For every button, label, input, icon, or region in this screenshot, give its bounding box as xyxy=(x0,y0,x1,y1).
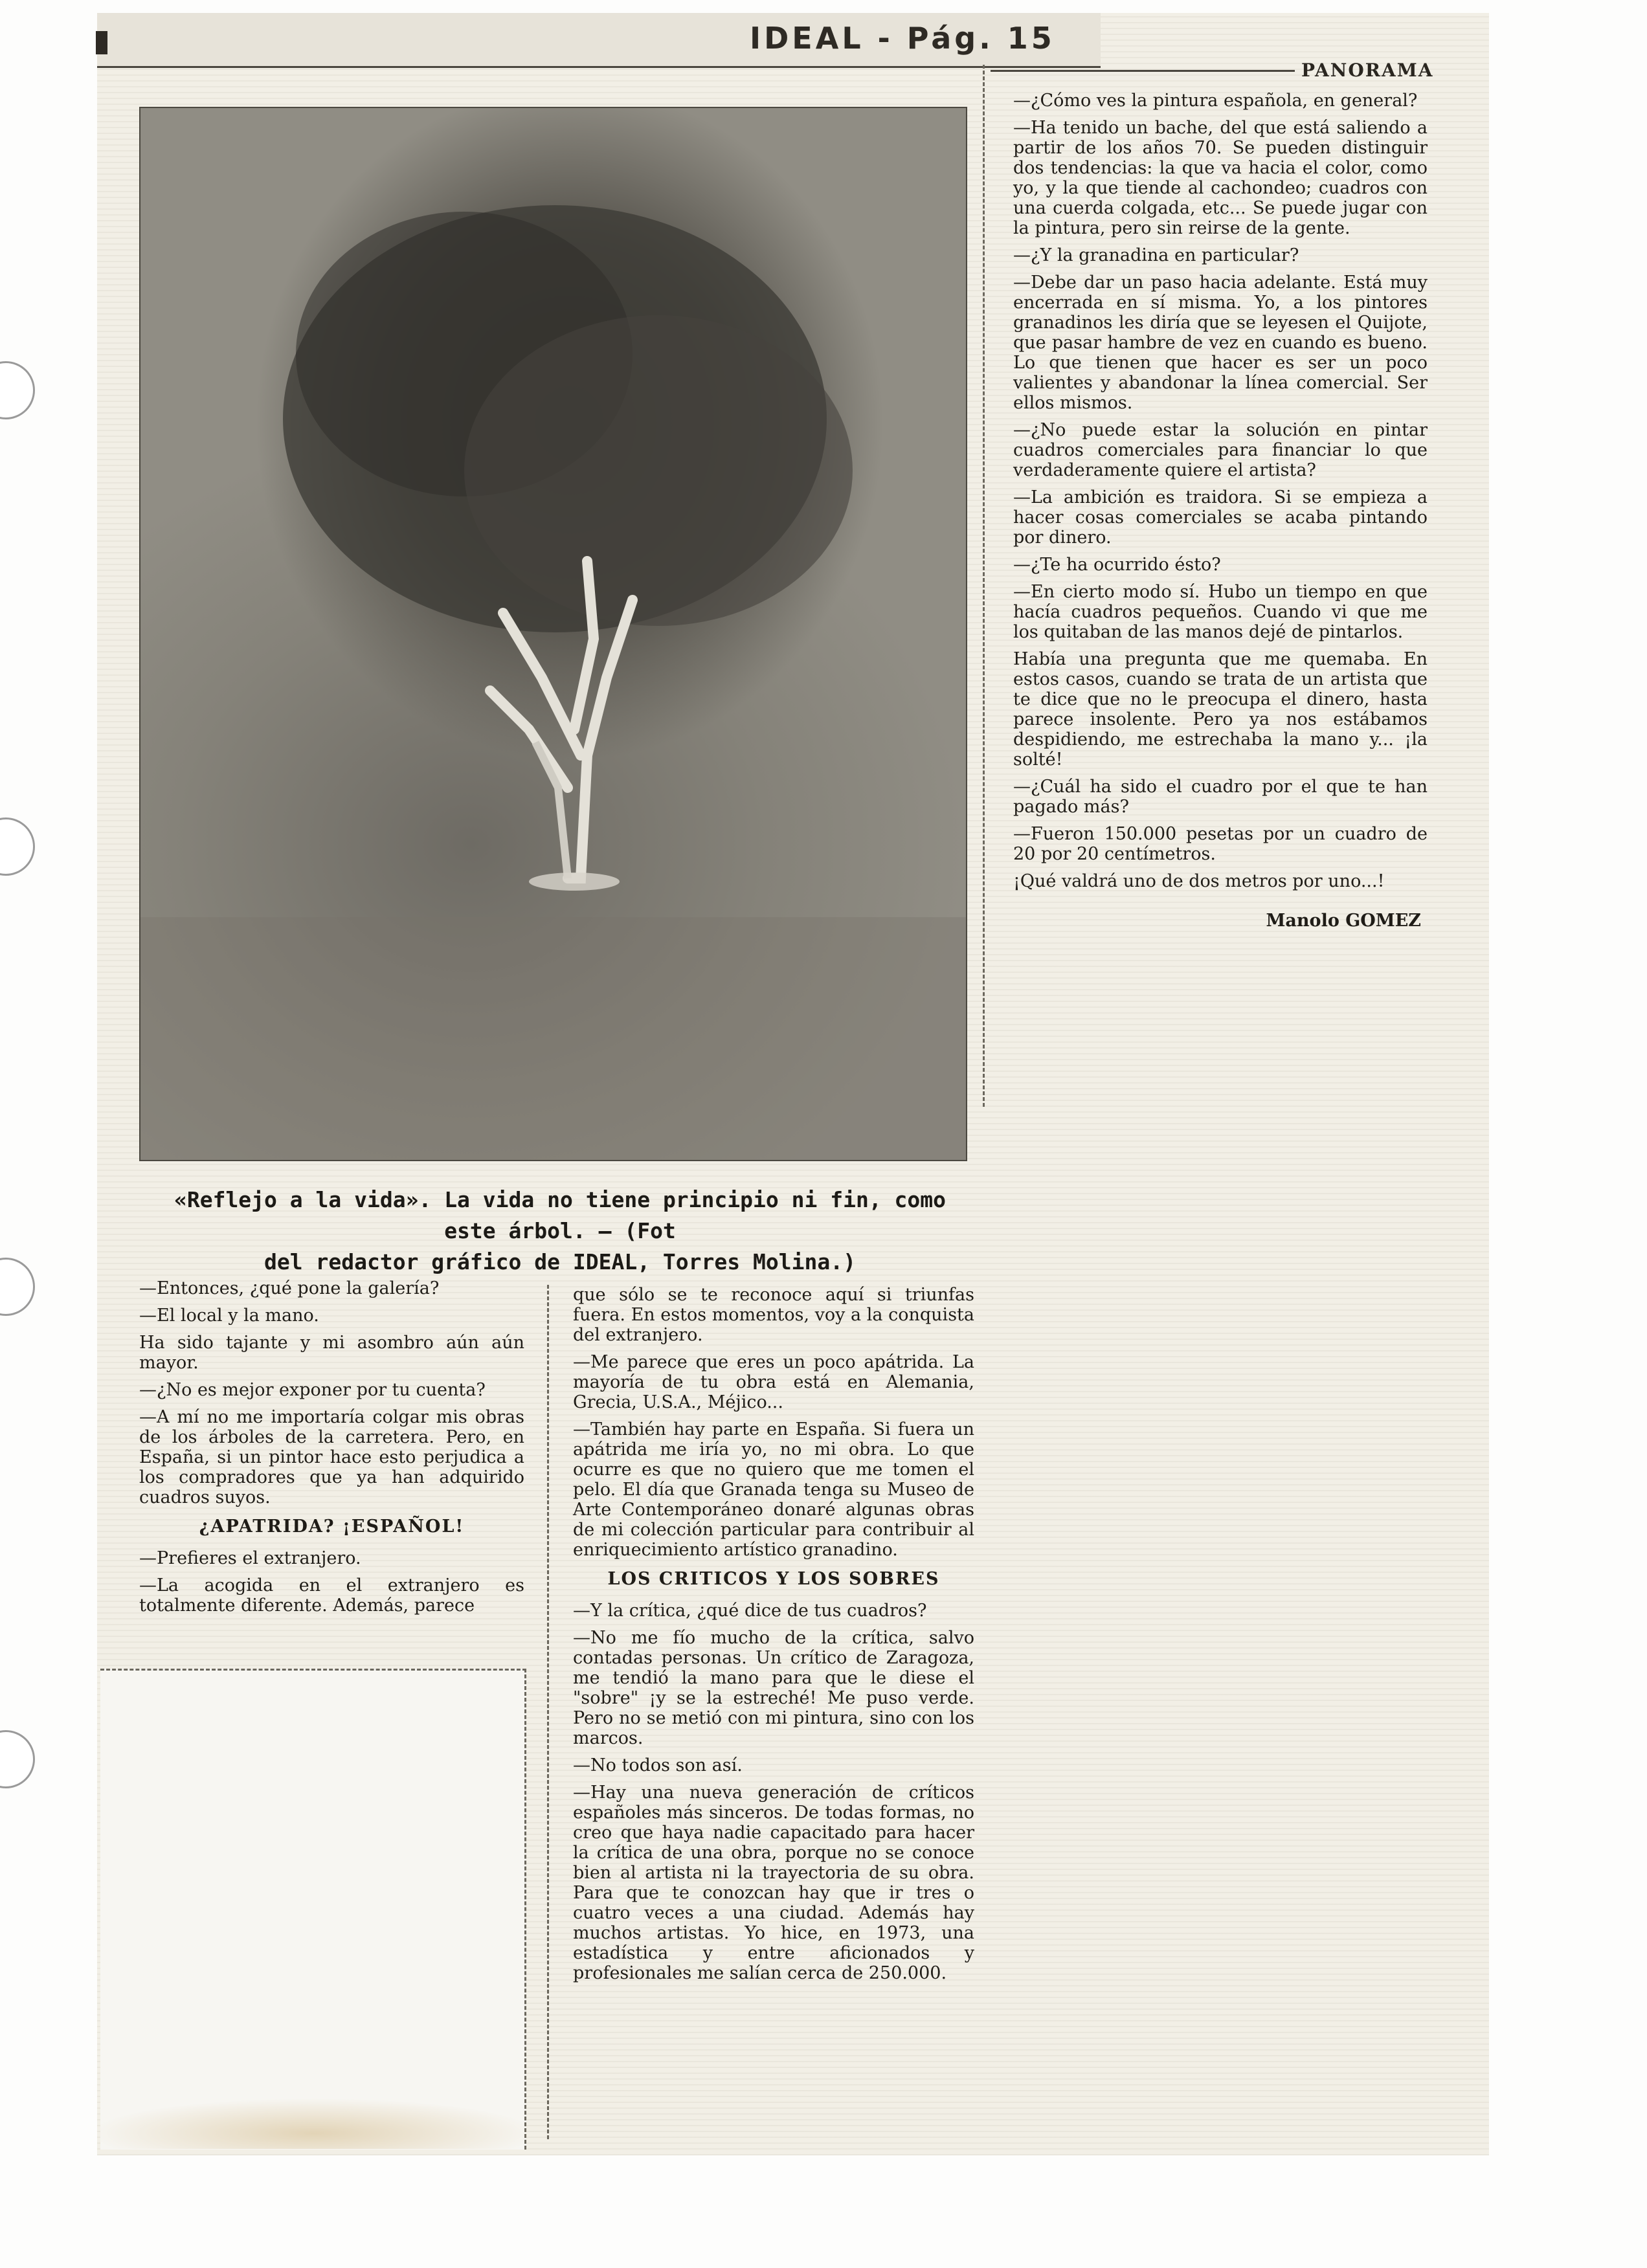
punch-hole xyxy=(0,1730,35,1788)
paragraph: —Me parece que eres un poco apátrida. La mayoría de tu obra está en Alemania, Grecia, U.S.A., Méjico... xyxy=(573,1352,974,1412)
paragraph: —¿Y la granadina en particular? xyxy=(1013,245,1299,265)
paper-stain xyxy=(100,2071,528,2149)
paragraph: —¿Te ha ocurrido ésto? xyxy=(1013,555,1221,575)
paragraph: —¿Cuál ha sido el cuadro por el que te han pagado más? xyxy=(1013,777,1428,817)
paragraph: —El local y la mano. xyxy=(139,1306,319,1326)
section-rule xyxy=(991,70,1295,72)
paragraph: —A mí no me importaría colgar mis obras de los árboles de la carretera. Pero, en España, si un pintor hace esto perjudica a los compradores que ya han adquirido cuadros suyos. xyxy=(139,1407,524,1507)
paragraph: —Y la crítica, ¿qué dice de tus cuadros? xyxy=(573,1601,927,1621)
punch-hole xyxy=(0,817,35,876)
paragraph: —Fueron 150.000 pesetas por un cuadro de 20 por 20 centímetros. xyxy=(1013,824,1428,864)
paragraph: —Hay una nueva generación de críticos españoles más sinceros. De todas formas, no creo que haya nadie capacitado para hacer la crítica de una obra, porque no se conoce bien al artista ni la trayectoria de su obra. Para que te conozcan hay que ir tres o cuatro veces a una ciudad. Además hay muchos artistas. Yo hice, en 1973, una estadística y entre aficionados y profesionales me salían cerca de 250.000. xyxy=(573,1783,974,1983)
paragraph: —¿Cómo ves la pintura española, en general? xyxy=(1013,91,1418,111)
subheading: LOS CRITICOS Y LOS SOBRES xyxy=(607,1569,940,1589)
paragraph: —También hay parte en España. Si fuera un apátrida me iría yo, no mi obra. Lo que ocurre es que no quiero que me tomen el pelo. El día que Granada tenga su Museo de Arte Contemporáneo donaré algunas obras de mi colección particular para contribuir al enriquecimiento artístico granadino. xyxy=(573,1419,974,1560)
paragraph: —¿No puede estar la solución en pintar cuadros comerciales para financiar lo que verdaderamente quiere el artista? xyxy=(1013,420,1428,480)
paragraph: —Ha tenido un bache, del que está saliendo a partir de los años 70. Se pueden distinguir dos tendencias: la que va hacia el color, como yo, y la que tiende al cachondeo; cuadros con una cuerda colgada, etc... Se puede jugar con la pintura, pero sin reirse de la gente. xyxy=(1013,118,1428,238)
tree-photo xyxy=(139,107,967,1161)
section-label: PANORAMA xyxy=(1301,60,1434,81)
page-label: IDEAL - Pág. 15 xyxy=(750,21,1055,56)
left-column xyxy=(139,1278,524,1623)
paragraph: ¡Qué valdrá uno de dos metros por uno...! xyxy=(1013,871,1385,891)
paragraph: Ha sido tajante y mi asombro aún aún mayor. xyxy=(139,1333,524,1373)
paragraph: —En cierto modo sí. Hubo un tiempo en que hacía cuadros pequeños. Cuando vi que me los quitaban de las manos dejé de pintarlos. xyxy=(1013,582,1428,642)
photo-caption xyxy=(155,1184,965,1278)
paragraph: —No me fío mucho de la crítica, salvo contadas personas. Un crítico de Zaragoza, me tendió la mano para que le diese el "sobre" ¡y se la estreché! Me puso verde. Pero no se metió con mi pintura, sino con los marcos. xyxy=(573,1628,974,1748)
paragraph: —No todos son así. xyxy=(573,1755,743,1775)
punch-hole xyxy=(0,361,35,419)
caption-line: del redactor gráfico de IDEAL, Torres Molina.) xyxy=(264,1249,856,1274)
paragraph: —La ambición es traidora. Si se empieza a hacer cosas comerciales se acaba pintando por dinero. xyxy=(1013,487,1428,548)
paragraph: Había una pregunta que me quemaba. En estos casos, cuando se trata de un artista que te dice que no le preocupa el dinero, hasta parece insolente. Pero ya nos estábamos despidiendo, me estrechaba la mano y... ¡la solté! xyxy=(1013,649,1428,770)
column-divider xyxy=(547,1285,549,2139)
right-column xyxy=(1013,91,1428,931)
paragraph: —Debe dar un paso hacia adelante. Está muy encerrada en sí misma. Yo, a los pintores granadinos les diría que se leyesen el Quijote, que pasar hambre de vez en cuando es bueno. Lo que tienen que hacer es ser un poco valientes y abandonar la línea comercial. Ser ellos mismos. xyxy=(1013,272,1428,413)
caption-line: «Reflejo a la vida». La vida no tiene principio ni fin, como este árbol. — (Fot xyxy=(174,1187,947,1243)
paragraph: —¿No es mejor exponer por tu cuenta? xyxy=(139,1380,486,1400)
column-divider xyxy=(983,65,985,1107)
paragraph: que sólo se te reconoce aquí si triunfas fuera. En estos momentos, voy a la conquista del extranjero. xyxy=(573,1285,974,1345)
punch-hole xyxy=(0,1258,35,1316)
paragraph: —La acogida en el extranjero es totalmente diferente. Además, parece xyxy=(139,1575,524,1616)
author-signature: Manolo GOMEZ xyxy=(1266,911,1421,931)
subheading: ¿APATRIDA? ¡ESPAÑOL! xyxy=(199,1517,465,1537)
paragraph: —Entonces, ¿qué pone la galería? xyxy=(139,1278,440,1298)
paragraph: —Prefieres el extranjero. xyxy=(139,1548,361,1568)
middle-column xyxy=(573,1285,974,1990)
tree-illustration xyxy=(140,108,966,1160)
corner-mark xyxy=(96,31,107,54)
